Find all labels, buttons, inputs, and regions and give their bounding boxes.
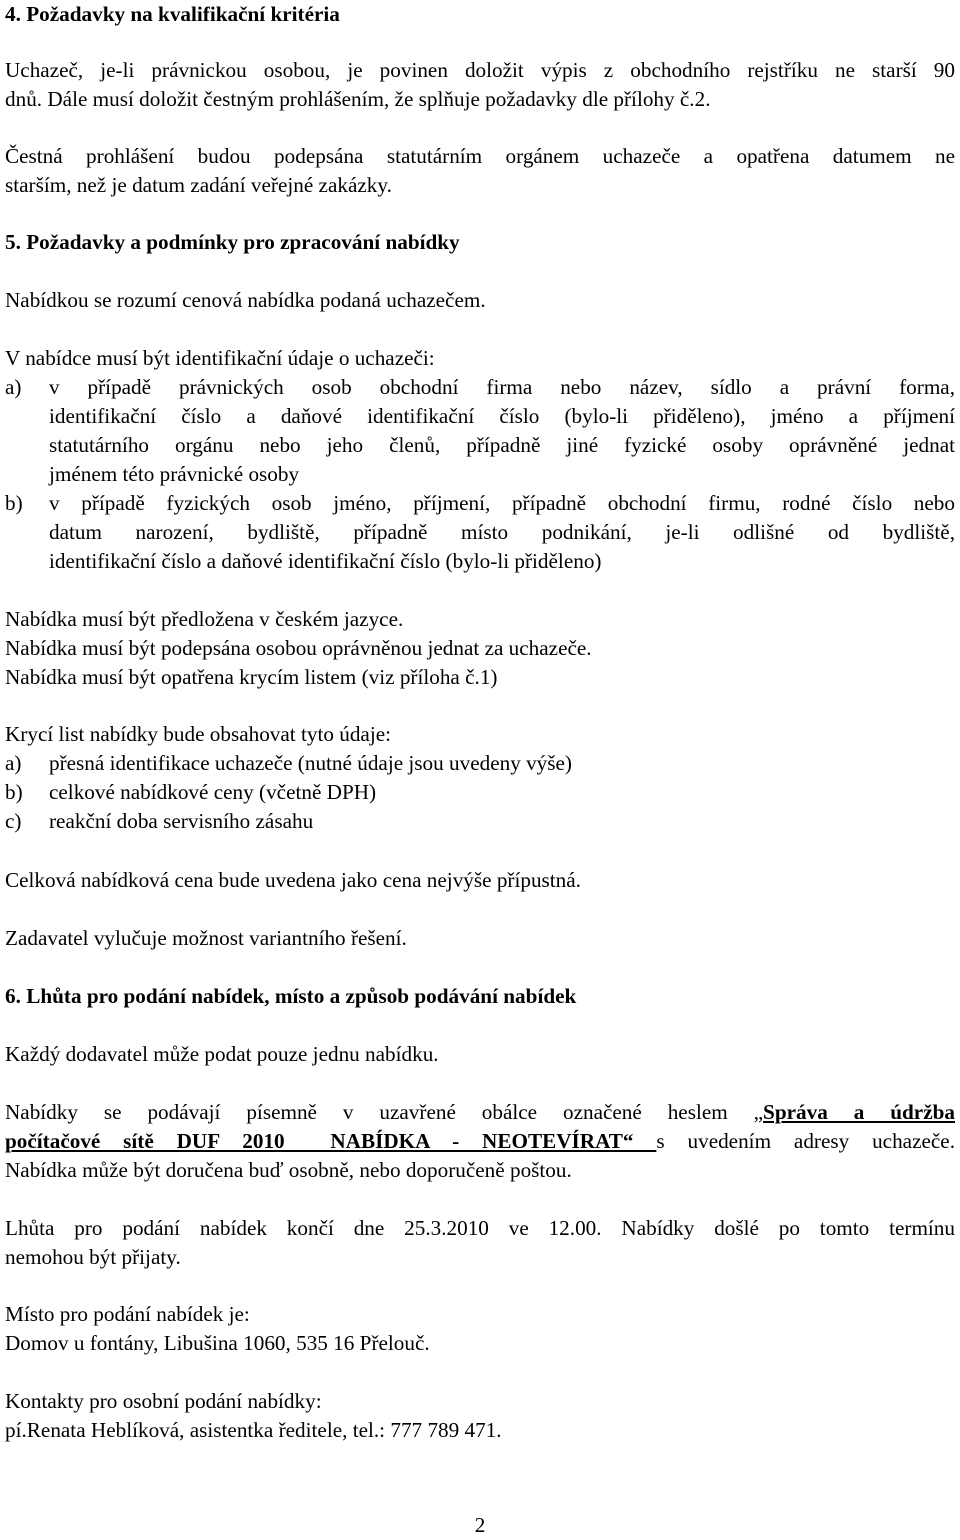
- place-label: Místo pro podání nabídek je:: [5, 1302, 250, 1326]
- contact-value: pí.Renata Heblíková, asistentka ředitele, tel.: 777 789 471.: [5, 1418, 502, 1442]
- text-line: jménem této právnické osoby: [49, 462, 300, 486]
- section-4-heading: 4. Požadavky na kvalifikační kritéria: [5, 2, 340, 26]
- text-span: s uvedením adresy uchazeče.: [656, 1129, 955, 1153]
- text-line: Uchazeč, je-li právnickou osobou, je povinen doložit výpis z obchodního rejstříku ne starší 90: [5, 58, 955, 82]
- text-line: nemohou být přijaty.: [5, 1245, 181, 1269]
- cover-sheet-list: [5, 749, 955, 836]
- page-number: 2: [474, 1513, 486, 1537]
- list-item: [5, 373, 955, 489]
- variants-statement: Zadavatel vylučuje možnost variantního řešení.: [5, 926, 407, 950]
- list-marker: b): [5, 780, 23, 804]
- section-4-paragraph-1: [5, 56, 955, 114]
- list-marker: a): [5, 751, 22, 775]
- cover-sheet-intro: Krycí list nabídky bude obsahovat tyto údaje:: [5, 722, 392, 746]
- text-line: identifikační číslo a daňové identifikační číslo (bylo-li přiděleno): [49, 549, 602, 573]
- place-block: [5, 1300, 955, 1358]
- list-marker: a): [5, 375, 22, 399]
- text-line: v případě fyzických osob jméno, příjmení, případně obchodní firmu, rodné číslo nebo: [49, 491, 955, 515]
- text-line: statutárního orgánu nebo jeho členů, případně jiné fyzické osoby oprávněné jednat: [49, 433, 955, 457]
- text-line: Čestná prohlášení budou podepsána statutárním orgánem uchazeče a opatřena datumem ne: [5, 144, 955, 168]
- identification-list: [5, 373, 955, 576]
- section-5-heading: 5. Požadavky a podmínky pro zpracování nabídky: [5, 230, 460, 254]
- text-line: [5, 1127, 955, 1156]
- requirement-language: Nabídka musí být předložena v českém jazyce.: [5, 607, 404, 631]
- list-item: [5, 489, 955, 576]
- text-line: identifikační číslo a daňové identifikační číslo (bylo-li přiděleno), jméno a příjmení: [49, 404, 955, 428]
- deadline-paragraph: [5, 1214, 955, 1272]
- text-line: dnů. Dále musí doložit čestným prohlášením, že splňuje požadavky dle přílohy č.2.: [5, 87, 711, 111]
- password-text: Správa a údržba: [763, 1100, 955, 1124]
- submission-paragraph: [5, 1098, 955, 1185]
- section-6-heading: 6. Lhůta pro podání nabídek, místo a způsob podávání nabídek: [5, 984, 577, 1008]
- place-value: Domov u fontány, Libušina 1060, 535 16 Přelouč.: [5, 1331, 430, 1355]
- text-line: v případě právnických osob obchodní firma nebo název, sídlo a právní forma,: [49, 375, 955, 399]
- list-marker: c): [5, 809, 22, 833]
- text-line: datum narození, bydliště, případně místo podnikání, je-li odlišné od bydliště,: [49, 520, 955, 544]
- password-text: počítačové sítě DUF 2010 NABÍDKA - NEOTEVÍRAT“: [5, 1129, 657, 1153]
- cover-sheet-block: [5, 720, 955, 836]
- offer-definition: Nabídkou se rozumí cenová nabídka podaná uchazečem.: [5, 288, 486, 312]
- text-span: Nabídky se podávají písemně v uzavřené obálce označené heslem „: [5, 1100, 764, 1124]
- identification-block: [5, 344, 955, 576]
- section-4-paragraph-2: [5, 142, 955, 200]
- single-offer-statement: Každý dodavatel může podat pouze jednu nabídku.: [5, 1042, 439, 1066]
- text-line: [5, 1098, 955, 1127]
- price-statement: Celková nabídková cena bude uvedena jako cena nejvýše přípustná.: [5, 868, 581, 892]
- contact-block: [5, 1387, 955, 1445]
- text-line: reakční doba servisního zásahu: [49, 809, 314, 833]
- text-line: celkové nabídkové ceny (včetně DPH): [49, 780, 377, 804]
- requirement-cover-sheet: Nabídka musí být opatřena krycím listem (viz příloha č.1): [5, 665, 498, 689]
- text-line: starším, než je datum zadání veřejné zakázky.: [5, 173, 392, 197]
- requirements-block: [5, 605, 955, 692]
- contact-label: Kontakty pro osobní podání nabídky:: [5, 1389, 322, 1413]
- list-marker: b): [5, 491, 23, 515]
- text-line: Nabídka může být doručena buď osobně, nebo doporučeně poštou.: [5, 1158, 572, 1182]
- list-item: [5, 749, 955, 778]
- list-item: [5, 807, 955, 836]
- text-line: Lhůta pro podání nabídek končí dne 25.3.2010 ve 12.00. Nabídky došlé po tomto termínu: [5, 1216, 955, 1240]
- text-line: přesná identifikace uchazeče (nutné údaje jsou uvedeny výše): [49, 751, 572, 775]
- requirement-signature: Nabídka musí být podepsána osobou oprávněnou jednat za uchazeče.: [5, 636, 592, 660]
- list-item: [5, 778, 955, 807]
- identification-intro: V nabídce musí být identifikační údaje o uchazeči:: [5, 346, 435, 370]
